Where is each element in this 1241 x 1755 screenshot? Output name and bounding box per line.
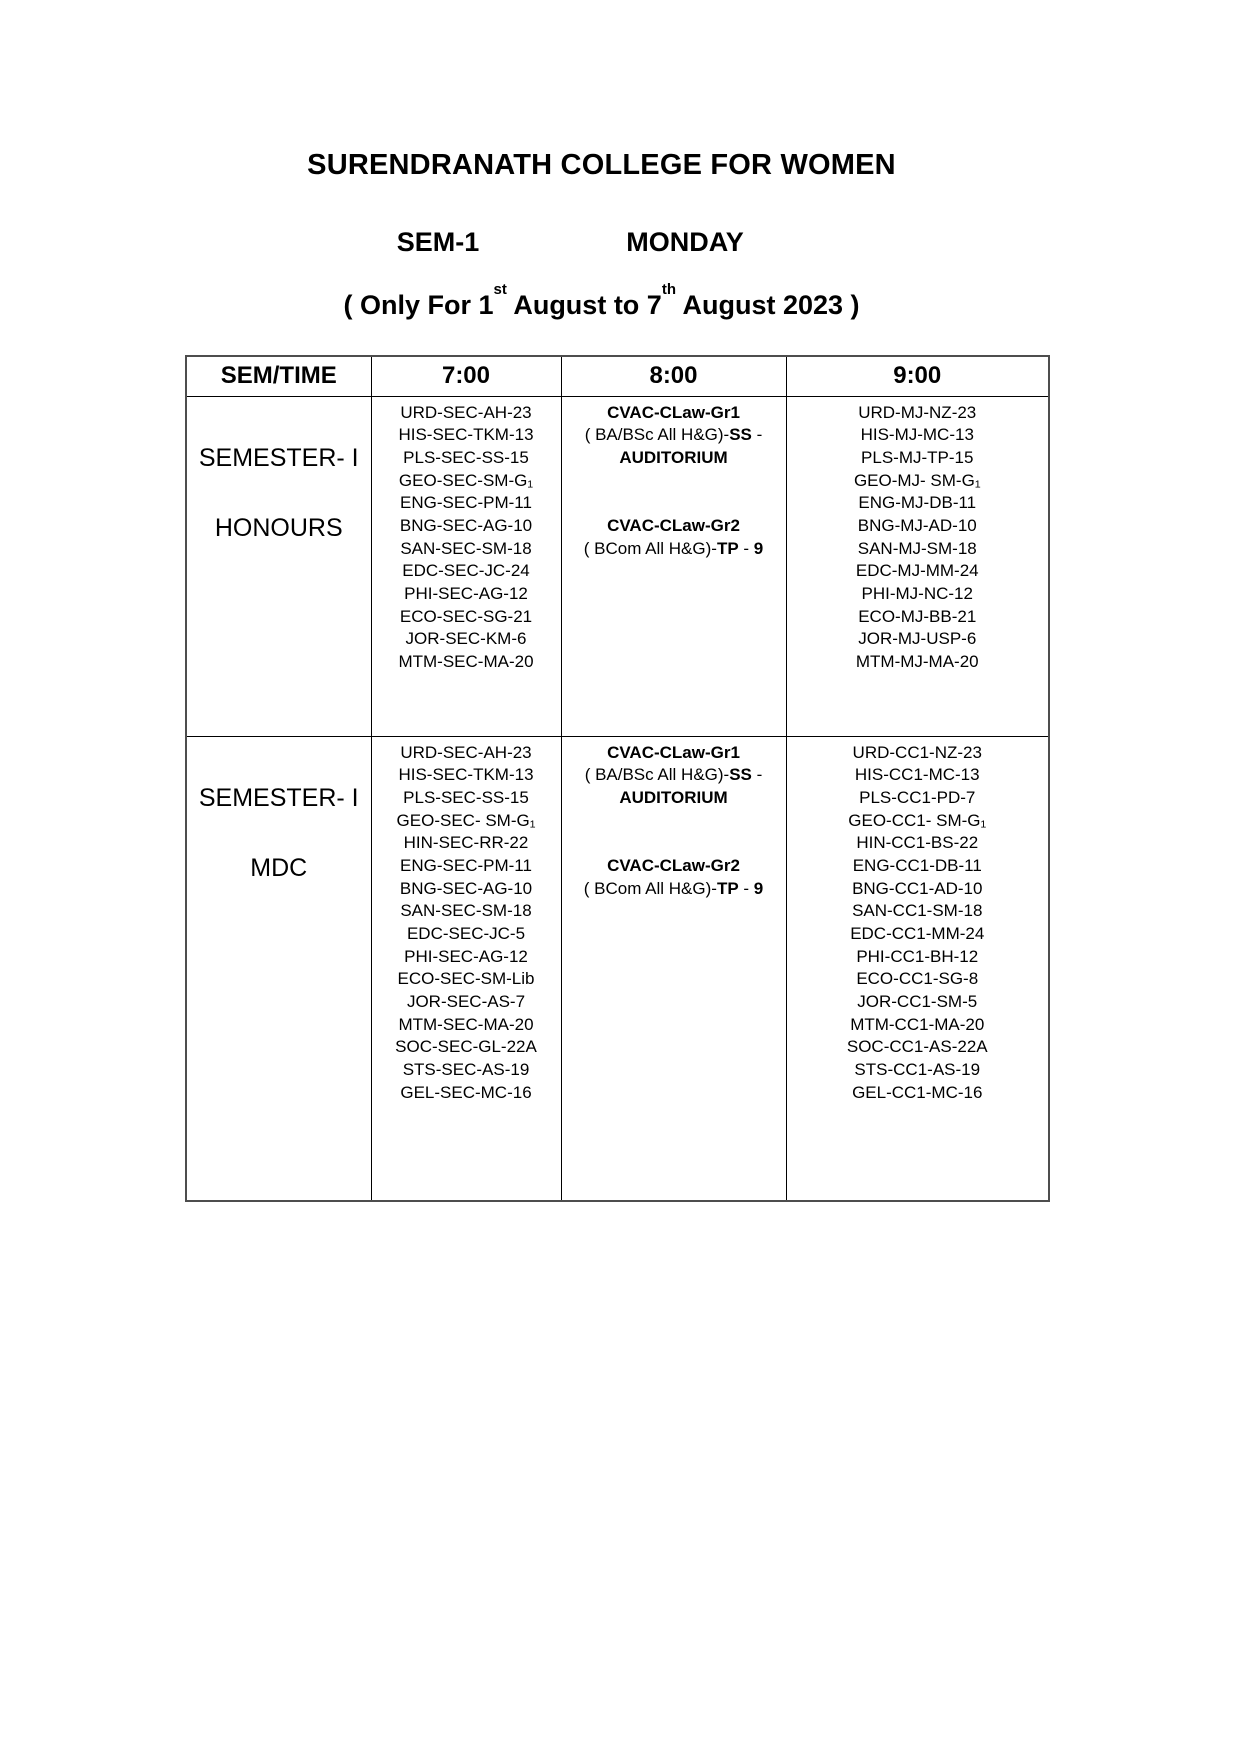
class-entry: URD-MJ-NZ-23: [858, 402, 977, 422]
class-entry: GEL-SEC-MC-16: [400, 1082, 532, 1102]
class-entry: AUDITORIUM: [619, 447, 728, 467]
timetable-body: [186, 396, 1049, 1201]
class-entry: BNG-SEC-AG-10: [399, 878, 533, 898]
class-entry: MTM-SEC-MA-20: [398, 1014, 534, 1034]
class-entry: PLS-SEC-SS-15: [403, 787, 529, 807]
class-entry: ECO-SEC-SG-21: [399, 606, 533, 626]
class-entry: GEO-CC1- SM-G₁: [848, 810, 987, 830]
class-entry: CVAC-CLaw-Gr1: [607, 742, 740, 762]
class-entry: MTM-SEC-MA-20: [398, 652, 534, 672]
date-note-part2: August to 7: [506, 290, 662, 320]
class-entry: ECO-MJ-BB-21: [858, 606, 977, 626]
class-entry: ( BA/BSc All H&G)-SS -: [584, 425, 763, 445]
class-entry: SAN-SEC-SM-18: [400, 901, 532, 921]
class-entry: JOR-SEC-AS-7: [406, 992, 526, 1012]
class-entry: ENG-MJ-DB-11: [858, 493, 977, 513]
class-entry: CVAC-CLaw-Gr1: [607, 402, 740, 422]
class-entry: PHI-CC1-BH-12: [856, 946, 979, 966]
class-entry: ECO-SEC-SM-Lib: [397, 969, 535, 989]
class-entry: EDC-SEC-JC-5: [406, 924, 526, 943]
class-entry: GEO-MJ- SM-G₁: [853, 470, 981, 490]
class-entry: SAN-MJ-SM-18: [857, 538, 977, 558]
class-entry: GEO-SEC- SM-G₁: [396, 810, 536, 830]
semester-cell: [186, 736, 371, 1201]
class-entry: PLS-SEC-SS-15: [403, 447, 529, 467]
class-entry: URD-SEC-AH-23: [400, 402, 532, 422]
program-label: HONOURS: [214, 513, 343, 542]
class-entry: EDC-MJ-MM-24: [855, 561, 979, 581]
class-entry: CVAC-CLaw-Gr2: [607, 515, 740, 535]
class-entry: PHI-MJ-NC-12: [861, 584, 973, 603]
col-header-800: 8:00: [561, 356, 786, 396]
slot-cell-700: [371, 396, 561, 736]
semester-label: SEMESTER- I: [198, 783, 359, 812]
date-note-part1: ( Only For 1: [343, 290, 494, 320]
class-entry: URD-SEC-AH-23: [400, 742, 532, 762]
class-entry: ENG-SEC-PM-11: [400, 493, 532, 513]
class-entry: HIN-SEC-RR-22: [403, 833, 529, 853]
class-entry: GEO-SEC-SM-G₁: [398, 470, 534, 490]
col-header-sem-time: SEM/TIME: [186, 356, 371, 396]
class-entry: BNG-SEC-AG-10: [399, 515, 533, 535]
class-entry: [562, 810, 786, 833]
semester-cell: [186, 396, 371, 736]
class-entry: MTM-CC1-MA-20: [850, 1014, 985, 1034]
class-entry: ENG-SEC-PM-11: [400, 855, 532, 875]
class-entry: SAN-CC1-SM-18: [852, 901, 983, 921]
class-entry: JOR-CC1-SM-5: [857, 992, 978, 1012]
date-ordinal-th: th: [661, 281, 676, 298]
page-title: SURENDRANATH COLLEGE FOR WOMEN: [307, 149, 896, 181]
class-entry: HIN-CC1-BS-22: [856, 833, 979, 853]
class-entry: PHI-SEC-AG-12: [404, 584, 528, 603]
class-entry: MTM-MJ-MA-20: [855, 652, 979, 672]
class-entry: BNG-CC1-AD-10: [852, 878, 983, 898]
program-label: MDC: [250, 853, 308, 882]
slot-cell-700: [371, 736, 561, 1201]
class-entry: [562, 832, 786, 855]
class-entry: AUDITORIUM: [619, 787, 728, 807]
class-entry: STS-SEC-AS-19: [402, 1060, 530, 1080]
class-entry: PHI-SEC-AG-12: [404, 946, 528, 966]
col-header-900: 9:00: [786, 356, 1049, 396]
class-entry: STS-CC1-AS-19: [854, 1060, 981, 1080]
col-header-700: 7:00: [371, 356, 561, 396]
class-entry: ( BCom All H&G)-TP - 9: [583, 878, 764, 898]
class-entry: SAN-SEC-SM-18: [400, 538, 532, 558]
timetable-page: [185, 0, 1048, 1202]
class-entry: ECO-CC1-SG-8: [856, 969, 979, 989]
class-entry: HIS-CC1-MC-13: [854, 765, 980, 785]
date-note-part3: August 2023 ): [676, 290, 860, 320]
semester-label: SEMESTER- I: [198, 443, 359, 472]
class-entry: PLS-CC1-PD-7: [859, 787, 976, 807]
slot-cell-900: [786, 736, 1049, 1201]
day-label: MONDAY: [626, 227, 744, 257]
class-entry: [562, 492, 786, 515]
class-entry: JOR-SEC-KM-6: [405, 629, 527, 649]
class-entry: CVAC-CLaw-Gr2: [607, 855, 740, 875]
class-entry: [562, 470, 786, 493]
class-entry: HIS-MJ-MC-13: [860, 425, 974, 445]
class-entry: SOC-SEC-GL-22A: [395, 1037, 537, 1057]
date-note: [170, 282, 1033, 318]
class-entry: GEL-CC1-MC-16: [852, 1082, 983, 1102]
sem-day-line: [185, 226, 1048, 258]
class-entry: HIS-SEC-TKM-13: [398, 765, 534, 785]
class-entry: ENG-CC1-DB-11: [852, 855, 982, 875]
date-ordinal-st: st: [493, 281, 507, 298]
class-entry: PLS-MJ-TP-15: [861, 447, 974, 467]
class-entry: URD-CC1-NZ-23: [852, 742, 982, 762]
slot-cell-900: [786, 396, 1049, 736]
class-entry: EDC-SEC-JC-24: [402, 561, 530, 581]
class-entry: ( BA/BSc All H&G)-SS -: [584, 765, 763, 785]
class-entry: BNG-MJ-AD-10: [857, 515, 977, 535]
timetable-row: [186, 396, 1049, 736]
timetable-header-row: [186, 356, 1049, 396]
class-entry: HIS-SEC-TKM-13: [398, 425, 534, 445]
slot-cell-800: [561, 396, 786, 736]
sem-label: SEM-1: [396, 227, 480, 257]
slot-cell-800: [561, 736, 786, 1201]
class-entry: SOC-CC1-AS-22A: [846, 1037, 988, 1057]
timetable-row: [186, 736, 1049, 1201]
class-entry: EDC-CC1-MM-24: [850, 924, 985, 943]
class-entry: JOR-MJ-USP-6: [858, 629, 977, 649]
class-entry: ( BCom All H&G)-TP - 9: [583, 538, 764, 558]
timetable: [185, 355, 1050, 1202]
